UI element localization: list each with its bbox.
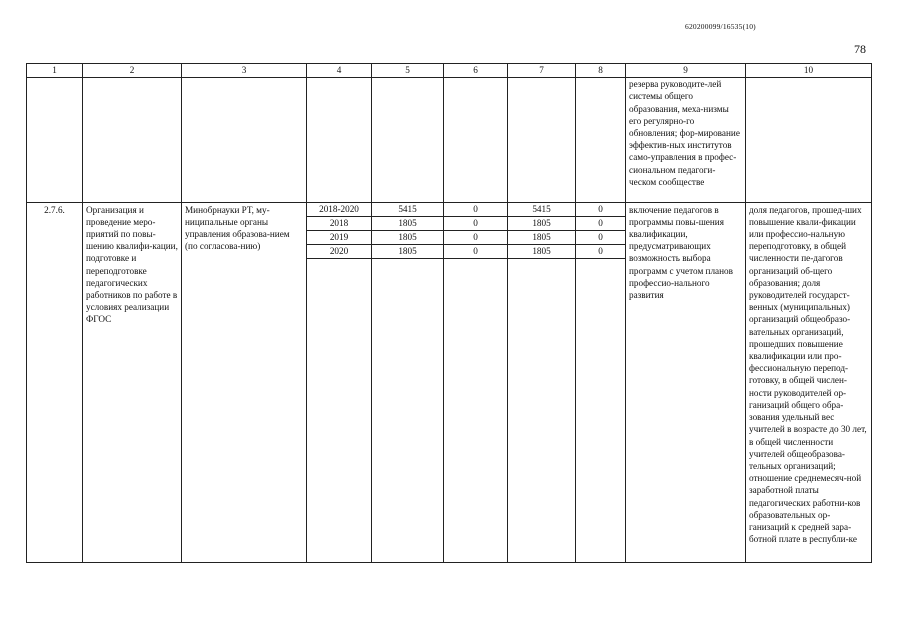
funding-col6: 0 — [444, 230, 508, 244]
funding-col6: 0 — [444, 202, 508, 216]
funding-col8: 0 — [576, 202, 626, 216]
year-period: 2019 — [307, 230, 372, 244]
column-header-row — [27, 64, 872, 78]
funding-col7: 1805 — [508, 230, 576, 244]
expected-result: включение педагогов в программы повы-шения квалификации, предусматривающих возможность выбора программ с учетом планов профессио-нального развития — [626, 202, 746, 562]
funding-total: 1805 — [372, 216, 444, 230]
column-header: 2 — [83, 64, 182, 78]
column-header: 4 — [307, 64, 372, 78]
funding-total: 5415 — [372, 202, 444, 216]
column-header: 3 — [182, 64, 307, 78]
table-row — [27, 202, 872, 216]
funding-col7: 1805 — [508, 245, 576, 259]
funding-total: 1805 — [372, 230, 444, 244]
funding-col7: 1805 — [508, 216, 576, 230]
funding-col6: 0 — [444, 216, 508, 230]
year-period: 2018-2020 — [307, 202, 372, 216]
funding-col8: 0 — [576, 245, 626, 259]
document-code: 620200099/16535(10) — [685, 22, 756, 31]
column-header: 7 — [508, 64, 576, 78]
activity-name: Организация и проведение меро-приятий по повы-шению квалифи-кации, подготовке и переподготовке педагогических работников по работе в условиях реализации ФГОС — [83, 202, 182, 562]
funding-col8: 0 — [576, 216, 626, 230]
column-header: 1 — [27, 64, 83, 78]
program-table — [26, 63, 872, 563]
continued-row — [27, 78, 872, 202]
column-header: 5 — [372, 64, 444, 78]
funding-col8: 0 — [576, 230, 626, 244]
year-period: 2018 — [307, 216, 372, 230]
column-header: 6 — [444, 64, 508, 78]
funding-total: 1805 — [372, 245, 444, 259]
column-header: 10 — [746, 64, 872, 78]
executor: Минобрнауки РТ, му-ниципальные органы управления образова-нием (по согласова-нию) — [182, 202, 307, 562]
funding-col6: 0 — [444, 245, 508, 259]
column-header: 9 — [626, 64, 746, 78]
continued-result-cell: резерва руководите-лей системы общего образования, меха-низмы его регулярно-го обновления; фор-мирование эффектив-ных институтов само-управления в профес-сиональном педагоги-ческом сообществе — [626, 78, 746, 202]
indicators: доля педагогов, прошед-ших повышение квали-фикации или профессио-нальную переподготовку, в общей численности пе-дагогов организаций об-щего образования; доля руководителей государст-венных (муниципальных) организаций общеобразо-вательных организаций, прошедших повышение квалификации или про-фессиональную перепод-готовку, в общей числен-ности руководителей ор-ганизаций общего обра-зования удельный вес учителей в возрасте до 30 лет, в общей численности учителей общеобразова-тельных организаций; отношение среднемесяч-ной заработной платы педагогических работни-ков образовательных ор-ганизаций к средней зара-ботной плате в республи-ке — [746, 202, 872, 562]
page-number: 78 — [854, 42, 866, 56]
column-header: 8 — [576, 64, 626, 78]
row-number: 2.7.6. — [27, 202, 83, 562]
funding-col7: 5415 — [508, 202, 576, 216]
year-period: 2020 — [307, 245, 372, 259]
